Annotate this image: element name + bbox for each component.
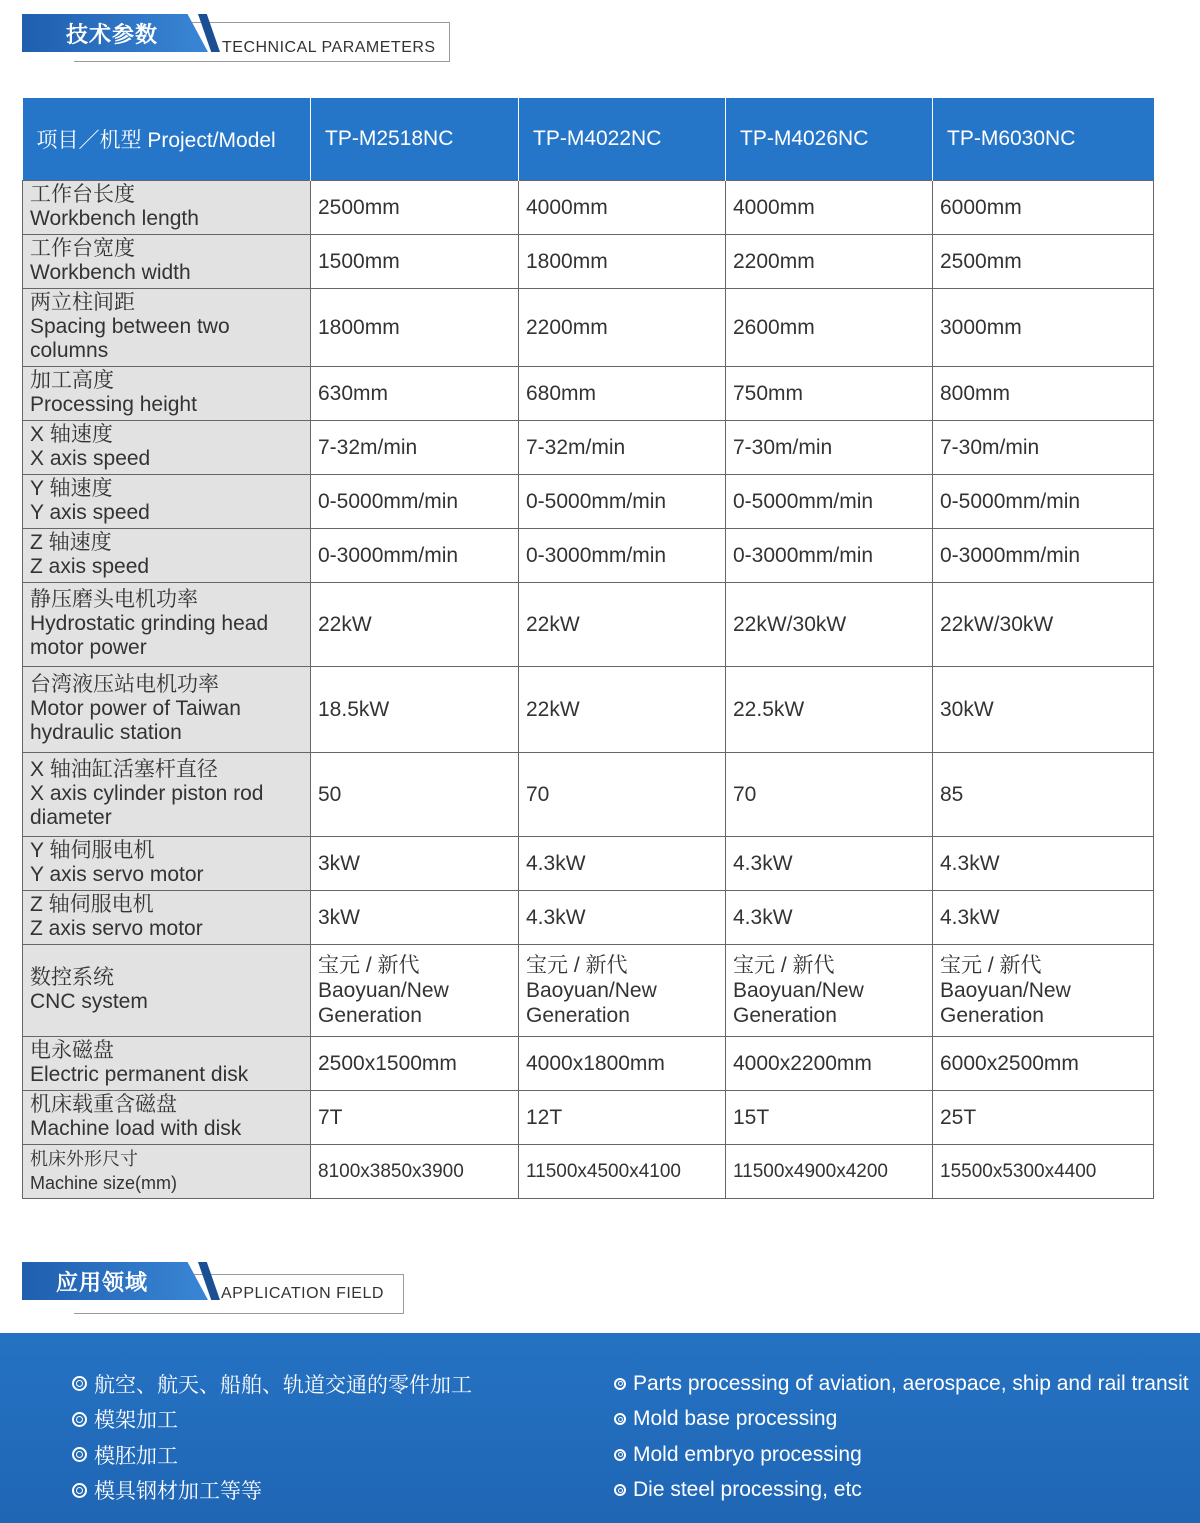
cell-value: 1500mm (318, 249, 400, 273)
section-title-en: TECHNICAL PARAMETERS (222, 39, 436, 56)
circle-bullet-icon (614, 1484, 626, 1496)
table-row (23, 1090, 1154, 1144)
cell-value: 3000mm (940, 315, 1022, 339)
row-label-cn: 工作台宽度 (30, 237, 135, 260)
row-label-en: Spacing between two columns (30, 315, 230, 362)
cell-value: 22kW (318, 612, 372, 636)
row-label-en: Workbench width (30, 261, 191, 284)
cell-value: 2500mm (940, 249, 1022, 273)
table-header-row (23, 98, 1154, 180)
table-row (23, 420, 1154, 474)
table-row (23, 666, 1154, 752)
table-cell (311, 366, 519, 420)
cell-value: 85 (940, 782, 964, 806)
row-label (23, 528, 311, 582)
table-cell (726, 582, 933, 666)
cell-value: 22kW/30kW (940, 612, 1054, 636)
cell-value: 4000x2200mm (733, 1051, 872, 1075)
row-label-cn: 加工高度 (30, 369, 114, 392)
application-item-en: Die steel processing, etc (633, 1478, 862, 1502)
cell-value: Baoyuan/New (318, 978, 449, 1002)
list-item (72, 1473, 472, 1509)
table-cell (311, 890, 519, 944)
circle-bullet-icon (614, 1378, 626, 1390)
spec-table (22, 98, 1154, 1199)
cell-value: 4.3kW (940, 851, 1000, 875)
row-label-en: Y axis servo motor (30, 863, 204, 886)
table-cell (933, 528, 1154, 582)
row-label-cn: 静压磨头电机功率 (30, 588, 198, 611)
cell-value: 0-5000mm/min (733, 489, 874, 513)
table-cell (726, 234, 933, 288)
cell-value: 70 (733, 782, 757, 806)
table-cell (519, 582, 726, 666)
cell-value: 6000x2500mm (940, 1051, 1079, 1075)
cell-value: 2500x1500mm (318, 1051, 457, 1075)
list-item (614, 1437, 1189, 1473)
row-label-cn: Z 轴伺服电机 (30, 893, 154, 916)
table-cell (933, 1036, 1154, 1090)
cell-value: 15500x5300x4400 (940, 1160, 1097, 1182)
table-cell (933, 836, 1154, 890)
table-cell (311, 752, 519, 836)
section-title-cn: 技术参数 (66, 22, 159, 48)
cell-value: 宝元 / 新代 (318, 953, 420, 977)
list-item (614, 1402, 1189, 1438)
table-row (23, 1144, 1154, 1198)
table-cell (726, 528, 933, 582)
table-cell (933, 666, 1154, 752)
table-cell (519, 1144, 726, 1198)
table-row (23, 528, 1154, 582)
row-label-cn: Y 轴伺服电机 (30, 839, 155, 862)
cell-value: 15T (733, 1105, 770, 1129)
row-label-en: Z axis servo motor (30, 917, 203, 940)
table-row (23, 180, 1154, 234)
table-cell (519, 366, 726, 420)
row-label-en: Y axis speed (30, 501, 150, 524)
row-label (23, 474, 311, 528)
table-row (23, 288, 1154, 366)
cell-value: 18.5kW (318, 697, 390, 721)
cell-value: 1800mm (318, 315, 400, 339)
list-item (614, 1473, 1189, 1509)
table-cell (311, 474, 519, 528)
table-cell (726, 944, 933, 1036)
table-cell (933, 420, 1154, 474)
cell-value: 22kW/30kW (733, 612, 847, 636)
technical-parameters-header (22, 14, 452, 62)
cell-value: Generation (733, 1003, 837, 1027)
row-label-en: Workbench length (30, 207, 199, 230)
table-row (23, 234, 1154, 288)
cell-value: 宝元 / 新代 (526, 953, 628, 977)
table-cell (311, 666, 519, 752)
table-cell (933, 752, 1154, 836)
table-cell (519, 474, 726, 528)
cell-value: 30kW (940, 697, 994, 721)
table-cell (933, 582, 1154, 666)
cell-value: Baoyuan/New (526, 978, 657, 1002)
application-band (0, 1333, 1200, 1523)
table-cell (311, 1090, 519, 1144)
row-label (23, 288, 311, 366)
table-cell (311, 1144, 519, 1198)
cell-value: Generation (940, 1003, 1044, 1027)
row-label (23, 1090, 311, 1144)
application-item-en: Mold embryo processing (633, 1442, 862, 1466)
table-cell (933, 474, 1154, 528)
table-cell (311, 944, 519, 1036)
cell-value: 7-32m/min (526, 435, 626, 459)
application-list-en (614, 1366, 1189, 1508)
table-row (23, 752, 1154, 836)
row-label (23, 944, 311, 1036)
row-label-en: Hydrostatic grinding head motor power (30, 612, 269, 659)
section-title-en: APPLICATION FIELD (221, 1285, 384, 1302)
circle-bullet-icon (72, 1412, 87, 1427)
table-cell (726, 366, 933, 420)
table-cell (726, 1144, 933, 1198)
table-cell (726, 666, 933, 752)
row-label-cn: 机床载重含磁盘 (30, 1093, 177, 1116)
cell-value: 2200mm (526, 315, 608, 339)
cell-value: 宝元 / 新代 (940, 953, 1042, 977)
table-cell (519, 944, 726, 1036)
table-row (23, 582, 1154, 666)
table-row (23, 836, 1154, 890)
cell-value: 7-30m/min (940, 435, 1040, 459)
circle-bullet-icon (72, 1447, 87, 1462)
table-cell (726, 1090, 933, 1144)
cell-value: 4000x1800mm (526, 1051, 665, 1075)
row-label-cn: 机床外形尺寸 (30, 1149, 138, 1169)
row-label-en: Machine size(mm) (30, 1173, 178, 1193)
row-label-cn: 两立柱间距 (30, 291, 135, 314)
cell-value: 4.3kW (526, 851, 586, 875)
row-label-cn: 工作台长度 (30, 183, 135, 206)
cell-value: 6000mm (940, 195, 1022, 219)
cell-value: 7-32m/min (318, 435, 418, 459)
cell-value: 11500x4900x4200 (733, 1160, 888, 1182)
row-label (23, 234, 311, 288)
table-cell (933, 180, 1154, 234)
table-cell (519, 1036, 726, 1090)
list-item (614, 1366, 1189, 1402)
circle-bullet-icon (614, 1449, 626, 1461)
row-label-cn: X 轴速度 (30, 423, 113, 446)
circle-bullet-icon (72, 1376, 87, 1391)
row-label-cn: 台湾液压站电机功率 (30, 673, 219, 696)
table-cell (519, 836, 726, 890)
row-label-cn: Z 轴速度 (30, 531, 112, 554)
table-cell (519, 666, 726, 752)
application-item-cn: 模具钢材加工等等 (94, 1479, 262, 1504)
cell-value: 1800mm (526, 249, 608, 273)
table-cell (726, 836, 933, 890)
cell-value: 7-30m/min (733, 435, 833, 459)
table-cell (311, 420, 519, 474)
circle-bullet-icon (72, 1483, 87, 1498)
cell-value: 3kW (318, 851, 360, 875)
cell-value: 3kW (318, 905, 360, 929)
cell-value: 22.5kW (733, 697, 805, 721)
row-label-cn: 数控系统 (30, 966, 114, 989)
cell-value: 0-3000mm/min (940, 543, 1081, 567)
cell-value: 800mm (940, 381, 1011, 405)
row-label (23, 890, 311, 944)
table-cell (519, 1090, 726, 1144)
application-field-header (22, 1262, 412, 1310)
cell-value: 4.3kW (733, 905, 793, 929)
table-cell (933, 1090, 1154, 1144)
table-cell (519, 234, 726, 288)
row-label-cn: X 轴油缸活塞杆直径 (30, 758, 218, 781)
table-cell (311, 836, 519, 890)
cell-value: 630mm (318, 381, 389, 405)
cell-value: 0-5000mm/min (940, 489, 1081, 513)
row-label-cn: 电永磁盘 (30, 1039, 114, 1062)
table-cell (726, 1036, 933, 1090)
table-row (23, 1036, 1154, 1090)
row-label (23, 666, 311, 752)
cell-value: 11500x4500x4100 (526, 1160, 681, 1182)
table-cell (933, 1144, 1154, 1198)
cell-value: 2600mm (733, 315, 815, 339)
table-cell (519, 180, 726, 234)
cell-value: 680mm (526, 381, 597, 405)
cell-value: 4000mm (733, 195, 815, 219)
table-cell (933, 288, 1154, 366)
cell-value: 0-5000mm/min (526, 489, 667, 513)
table-cell (311, 582, 519, 666)
row-label-en: Motor power of Taiwan hydraulic station (30, 697, 241, 744)
circle-bullet-icon (614, 1413, 626, 1425)
table-row (23, 944, 1154, 1036)
row-label (23, 366, 311, 420)
list-item (72, 1402, 472, 1438)
cell-value: Generation (526, 1003, 630, 1027)
table-cell (519, 528, 726, 582)
row-label-en: Processing height (30, 393, 197, 416)
header-model-1: TP-M2518NC (311, 98, 519, 180)
cell-value: 8100x3850x3900 (318, 1160, 464, 1182)
cell-value: 4.3kW (940, 905, 1000, 929)
table-body (23, 180, 1154, 1198)
cell-value: 22kW (526, 697, 580, 721)
row-label (23, 420, 311, 474)
table-cell (519, 420, 726, 474)
table-cell (726, 752, 933, 836)
section-title-cn: 应用领域 (56, 1270, 149, 1296)
row-label-en: X axis cylinder piston rod diameter (30, 782, 264, 829)
row-label-en: Machine load with disk (30, 1117, 242, 1140)
table-cell (933, 890, 1154, 944)
header-model-3: TP-M4026NC (726, 98, 933, 180)
row-label-cn: Y 轴速度 (30, 477, 113, 500)
cell-value: 50 (318, 782, 342, 806)
table-cell (726, 890, 933, 944)
table-cell (519, 288, 726, 366)
table-cell (311, 288, 519, 366)
application-item-en: Mold base processing (633, 1407, 838, 1431)
table-cell (726, 180, 933, 234)
cell-value: 22kW (526, 612, 580, 636)
application-list-cn (72, 1366, 472, 1508)
table-cell (311, 180, 519, 234)
cell-value: 2200mm (733, 249, 815, 273)
row-label (23, 582, 311, 666)
table-row (23, 890, 1154, 944)
cell-value: 70 (526, 782, 550, 806)
cell-value: Baoyuan/New (940, 978, 1071, 1002)
cell-value: 0-3000mm/min (733, 543, 874, 567)
header-model-4: TP-M6030NC (933, 98, 1154, 180)
table-cell (311, 1036, 519, 1090)
table-cell (519, 890, 726, 944)
table-cell (311, 528, 519, 582)
cell-value: 0-3000mm/min (318, 543, 459, 567)
row-label (23, 752, 311, 836)
cell-value: 2500mm (318, 195, 400, 219)
table-cell (726, 420, 933, 474)
table-cell (726, 474, 933, 528)
table-cell (933, 234, 1154, 288)
cell-value: Generation (318, 1003, 422, 1027)
cell-value: 0-3000mm/min (526, 543, 667, 567)
application-item-en: Parts processing of aviation, aerospace, ship and rail transit (633, 1371, 1189, 1395)
row-label-en: X axis speed (30, 447, 151, 470)
row-label (23, 180, 311, 234)
cell-value: 0-5000mm/min (318, 489, 459, 513)
cell-value: 4.3kW (733, 851, 793, 875)
table-row (23, 366, 1154, 420)
application-item-cn: 模架加工 (94, 1408, 178, 1433)
table-cell (519, 752, 726, 836)
table-cell (726, 288, 933, 366)
table-cell (933, 366, 1154, 420)
cell-value: 25T (940, 1105, 977, 1129)
table-cell (933, 944, 1154, 1036)
cell-value: 4.3kW (526, 905, 586, 929)
table-cell (311, 234, 519, 288)
cell-value: 12T (526, 1105, 563, 1129)
header-project-model: 项目／机型 Project/Model (23, 98, 311, 180)
row-label-en: Electric permanent disk (30, 1063, 249, 1086)
cell-value: Baoyuan/New (733, 978, 864, 1002)
list-item (72, 1366, 472, 1402)
row-label-en: Z axis speed (30, 555, 150, 578)
cell-value: 7T (318, 1105, 343, 1129)
row-label-en: CNC system (30, 990, 148, 1013)
cell-value: 4000mm (526, 195, 608, 219)
application-item-cn: 模胚加工 (94, 1443, 178, 1468)
header-model-2: TP-M4022NC (519, 98, 726, 180)
application-item-cn: 航空、航天、船舶、轨道交通的零件加工 (94, 1372, 472, 1397)
row-label (23, 1036, 311, 1090)
cell-value: 750mm (733, 381, 804, 405)
row-label (23, 836, 311, 890)
cell-value: 宝元 / 新代 (733, 953, 835, 977)
row-label (23, 1144, 311, 1198)
list-item (72, 1437, 472, 1473)
table-row (23, 474, 1154, 528)
